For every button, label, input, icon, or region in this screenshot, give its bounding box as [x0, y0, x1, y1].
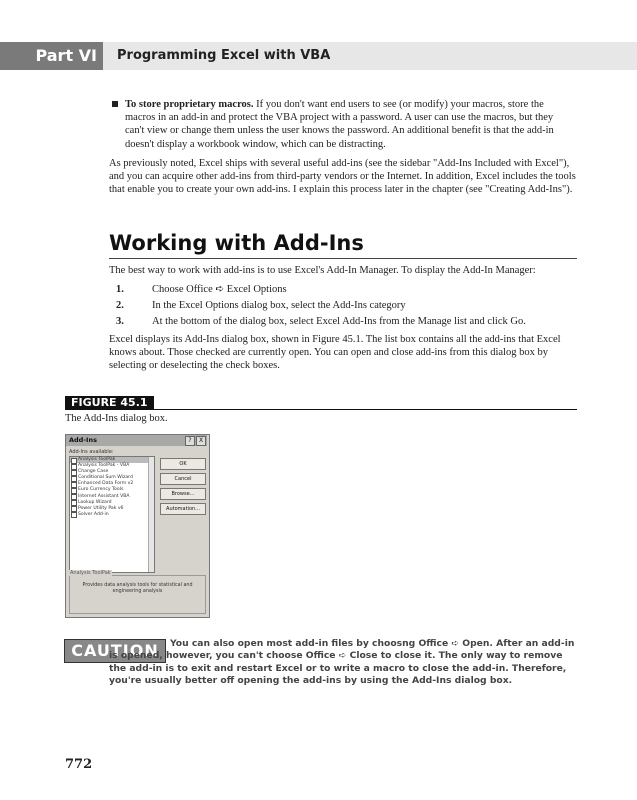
help-icon[interactable]: ? — [185, 436, 195, 446]
ok-button[interactable]: OK — [160, 458, 206, 470]
addin-list-item[interactable]: Change Case — [70, 469, 154, 475]
figure-label: FIGURE 45.1 — [65, 396, 154, 410]
addin-list-item[interactable]: Solver Add-in — [70, 512, 154, 518]
dialog-titlebar — [66, 435, 207, 446]
step-text: At the bottom of the dialog box, select Excel Add-Ins from the Manage list and click Go. — [152, 316, 526, 327]
browse-button[interactable]: Browse... — [160, 488, 206, 500]
addin-list-item[interactable]: Conditional Sum Wizard — [70, 475, 154, 481]
step-item — [116, 283, 576, 299]
addin-list-item[interactable]: Internet Assistant VBA — [70, 494, 154, 500]
addin-list-item[interactable]: Analysis ToolPak - VBA — [70, 463, 154, 469]
step-item — [116, 299, 576, 315]
dialog-title: Add-Ins — [69, 436, 97, 444]
step-number: 1. — [116, 284, 124, 295]
step-item — [116, 315, 576, 331]
bullet-text: If you don't want end users to see (or modify) your macros, store the macros in an add-in and protect the VBA project with a password. A user can use the macros, but they can't view or change them unless the user knows the password. An additional benefit is that the add-in doesn't display a workbook window, which can be distracting. — [125, 99, 554, 150]
running-header-title: Programming Excel with VBA — [117, 48, 331, 63]
addin-list-item[interactable]: Euro Currency Tools — [70, 487, 154, 493]
checkbox[interactable] — [71, 512, 77, 518]
cancel-button[interactable]: Cancel — [160, 473, 206, 485]
bullet-square-icon — [112, 101, 118, 107]
addin-list-item[interactable]: Analysis ToolPak — [70, 457, 154, 463]
close-icon[interactable]: X — [196, 436, 206, 446]
step-list — [116, 283, 576, 331]
paragraph-dialog-explained: Excel displays its Add-Ins dialog box, shown in Figure 45.1. The list box contains all the add-ins that Excel knows about. Those checked are currently open. You can open and close add-ins from this dialog box by selecting or deselecting the check boxes. — [109, 334, 561, 372]
bullet-lead: To store proprietary macros. — [125, 99, 254, 110]
section-heading: Working with Add-Ins — [109, 231, 364, 255]
addins-dialog-screenshot — [65, 434, 210, 618]
addin-description: Provides data analysis tools for statistical and engineering analysis — [82, 583, 193, 594]
list-scrollbar[interactable] — [148, 457, 154, 572]
figure-rule — [65, 409, 577, 410]
available-label: Add-Ins available: — [69, 449, 114, 455]
paragraph-intro: As previously noted, Excel ships with several useful add-ins (see the sidebar "Add-Ins Included with Excel"), and you can acquire other add-ins from third-party vendors or the Internet. In addition, Excel includes the tools that enable you to create your own add-ins. I explain this process later in the chapter (see "Creating Add-Ins"). — [109, 158, 576, 196]
bullet-item — [125, 98, 575, 151]
caution-badge: CAUTION — [64, 639, 166, 663]
automation-button[interactable]: Automation... — [160, 503, 206, 515]
addin-list-item[interactable]: Lookup Wizard — [70, 500, 154, 506]
heading-rule — [109, 258, 577, 259]
step-text: Choose Office ➪ Excel Options — [152, 284, 287, 295]
paragraph-addin-manager: The best way to work with add-ins is to use Excel's Add-In Manager. To display the Add-In Manager: — [109, 265, 536, 276]
page-number: 772 — [65, 757, 93, 772]
addin-list-item[interactable]: Enhanced Data Form v2 — [70, 481, 154, 487]
caution-text: You can also open most add-in files by choosng Office ➪ Open. After an add-in is opened, however, you can't choose Office ➪ Close to close it. The only way to remove the add-in is to exit and restart Excel or to write a macro to close the add-in. Therefore, you're usually better off opening the add-ins by using the Add-Ins dialog box. — [109, 638, 575, 687]
part-label: Part VI — [0, 42, 103, 70]
step-number: 2. — [116, 300, 124, 311]
figure-caption: The Add-Ins dialog box. — [65, 413, 168, 424]
step-number: 3. — [116, 316, 124, 327]
step-text: In the Excel Options dialog box, select the Add-Ins category — [152, 300, 406, 311]
addins-listbox[interactable] — [69, 456, 155, 573]
addin-list-item[interactable]: Power Utility Pak v6 — [70, 506, 154, 512]
description-group-label: Analysis ToolPak — [70, 570, 111, 576]
